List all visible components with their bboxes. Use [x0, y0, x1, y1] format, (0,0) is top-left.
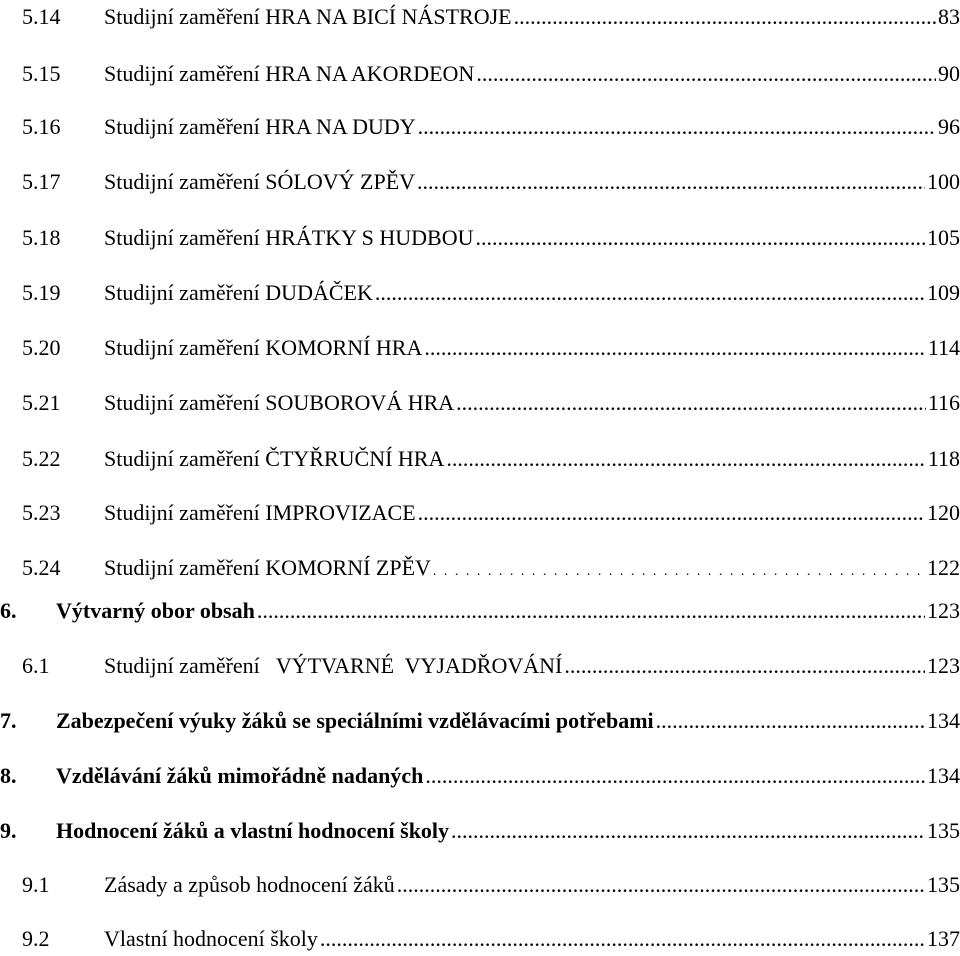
toc-entry-5-22[interactable]	[0, 442, 960, 476]
toc-entry-title: Výtvarný obor obsah	[56, 594, 257, 628]
toc-entry-number: 9.1	[22, 872, 50, 897]
dot-leader	[451, 814, 925, 848]
toc-entry-page: 90	[936, 57, 960, 91]
toc-entry-title: Studijní zaměření KOMORNÍ ZPĚV	[104, 551, 433, 585]
toc-entry-page: 109	[925, 276, 960, 310]
toc-entry-5-21[interactable]	[0, 386, 960, 420]
dot-leader	[397, 868, 925, 902]
dot-leader	[456, 386, 926, 420]
toc-entry-5-23[interactable]	[0, 496, 960, 530]
toc-entry-9[interactable]	[0, 814, 960, 848]
toc-entry-title: Vlastní hodnocení školy	[104, 922, 320, 956]
toc-entry-title: Studijní zaměření HRA NA DUDY	[104, 110, 418, 144]
toc-entry-page: 122	[925, 551, 960, 585]
toc-entry-title: Studijní zaměření HRA NA AKORDEON	[104, 57, 476, 91]
toc-entry-page: 137	[925, 922, 960, 956]
toc-entry-5-20[interactable]	[0, 331, 960, 365]
toc-entry-page: 83	[936, 0, 960, 34]
toc-entry-6-1[interactable]	[0, 649, 960, 683]
toc-entry-page: 120	[925, 496, 960, 530]
toc-entry-number: 5.22	[22, 446, 61, 471]
dot-leader	[424, 331, 925, 365]
toc-entry-title: Zabezpečení výuky žáků se speciálními vzdělávacími potřebami	[56, 704, 656, 738]
toc-entry-5-14[interactable]	[0, 0, 960, 34]
toc-entry-page: 116	[926, 386, 960, 420]
toc-entry-number: 8.	[0, 763, 17, 788]
toc-entry-5-24[interactable]	[0, 551, 960, 585]
toc-entry-title: Studijní zaměření HRÁTKY S HUDBOU	[104, 221, 476, 255]
toc-entry-number: 6.	[0, 598, 17, 623]
toc-entry-title: Studijní zaměření IMPROVIZACE	[104, 496, 418, 530]
toc-entry-5-16[interactable]	[0, 110, 960, 144]
toc-entry-5-17[interactable]	[0, 165, 960, 199]
dot-leader	[257, 594, 925, 628]
toc-entry-number: 5.23	[22, 500, 61, 525]
toc-entry-5-18[interactable]	[0, 221, 960, 255]
toc-entry-page: 123	[925, 649, 960, 683]
dot-leader	[476, 221, 926, 255]
toc-entry-title: Hodnocení žáků a vlastní hodnocení školy	[56, 814, 451, 848]
toc-entry-number: 9.2	[22, 926, 50, 951]
toc-entry-page: 134	[925, 704, 960, 738]
toc-entry-title: Studijní zaměření VÝTVARNÉ VYJADŘOVÁNÍ	[104, 649, 564, 683]
toc-entry-page: 118	[926, 442, 960, 476]
toc-entry-number: 5.15	[22, 61, 61, 86]
toc-entry-number: 5.21	[22, 390, 61, 415]
toc-entry-number: 5.17	[22, 169, 61, 194]
dot-leader	[375, 276, 925, 310]
toc-entry-6[interactable]	[0, 594, 960, 628]
toc-entry-9-2[interactable]	[0, 922, 960, 956]
dot-leader	[320, 922, 925, 956]
toc-entry-number: 5.18	[22, 225, 61, 250]
dot-leader	[476, 57, 936, 91]
toc-entry-5-19[interactable]	[0, 276, 960, 310]
dot-leader	[425, 759, 925, 793]
toc-entry-page: 134	[925, 759, 960, 793]
toc-entry-page: 135	[925, 868, 960, 902]
toc-entry-page: 114	[926, 331, 960, 365]
toc-entry-title: Studijní zaměření HRA NA BICÍ NÁSTROJE	[104, 0, 514, 34]
dot-leader	[418, 496, 925, 530]
toc-entry-5-15[interactable]	[0, 57, 960, 91]
toc-entry-title: Studijní zaměření DUDÁČEK	[104, 276, 375, 310]
dot-leader	[446, 442, 925, 476]
toc-entry-number: 5.16	[22, 114, 61, 139]
dot-leader	[564, 649, 925, 683]
toc-entry-page: 100	[925, 165, 960, 199]
toc-entry-number: 5.24	[22, 555, 61, 580]
dot-leader	[418, 110, 936, 144]
toc-entry-number: 5.14	[22, 4, 61, 29]
toc-entry-title: Zásady a způsob hodnocení žáků	[104, 868, 397, 902]
toc-entry-title: Vzdělávání žáků mimořádně nadaných	[56, 759, 425, 793]
dot-leader	[514, 0, 936, 34]
toc-entry-number: 9.	[0, 818, 17, 843]
toc-entry-number: 7.	[0, 708, 17, 733]
toc-entry-title: Studijní zaměření ČTYŘRUČNÍ HRA	[104, 442, 446, 476]
toc-entry-title: Studijní zaměření KOMORNÍ HRA	[104, 331, 424, 365]
toc-entry-7[interactable]	[0, 704, 960, 738]
toc-entry-8[interactable]	[0, 759, 960, 793]
dot-leader	[656, 704, 925, 738]
dot-leader	[417, 165, 925, 199]
toc-entry-9-1[interactable]	[0, 868, 960, 902]
toc-entry-number: 6.1	[22, 653, 50, 678]
toc-entry-page: 123	[925, 594, 960, 628]
toc-entry-title: Studijní zaměření SOUBOROVÁ HRA	[104, 386, 456, 420]
toc-entry-title: Studijní zaměření SÓLOVÝ ZPĚV	[104, 165, 417, 199]
toc-entry-number: 5.20	[22, 335, 61, 360]
toc-entry-number: 5.19	[22, 280, 61, 305]
toc-entry-page: 96	[936, 110, 960, 144]
toc-entry-page: 105	[925, 221, 960, 255]
dot-leader	[433, 551, 925, 589]
toc-entry-page: 135	[925, 814, 960, 848]
